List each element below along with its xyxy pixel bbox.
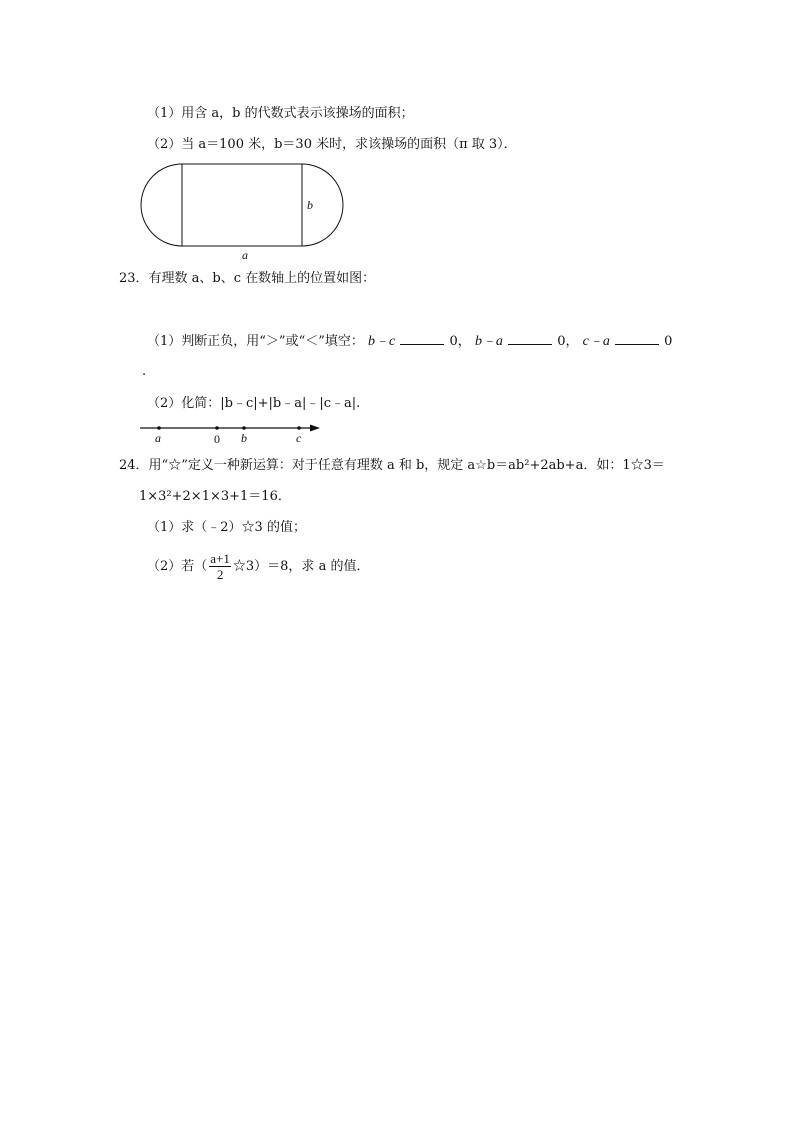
q24-part2-prefix: （2）若（ — [147, 559, 208, 574]
zero-1: 0 — [449, 334, 458, 349]
numberline-label-c: c — [296, 431, 302, 445]
point-b — [242, 426, 246, 430]
q23-stem: 23．有理数 a、b、c 在数轴上的位置如图： — [119, 271, 376, 286]
q23-period: . — [142, 364, 147, 379]
q24-line1: 24．用“☆”定义一种新运算：对于任意有理数 a 和 b，规定 a☆b＝ab²+2ab+a．如：1☆3＝ — [119, 458, 665, 473]
label-a: a — [242, 248, 248, 262]
point-a — [157, 426, 161, 430]
q24-part1: （1）求（﹣2）☆3 的值； — [147, 520, 306, 535]
answer-blank-2[interactable] — [508, 332, 552, 345]
label-b: b — [307, 198, 313, 212]
sep-2: ， — [565, 334, 579, 349]
q22-part1: （1）用含 a，b 的代数式表示该操场的面积； — [147, 106, 414, 121]
numberline-label-a: a — [155, 431, 161, 445]
q24-part2 — [147, 551, 369, 582]
stadium-figure — [136, 160, 351, 262]
expr-b-minus-a: b﹣a — [474, 334, 503, 349]
zero-2: 0 — [557, 334, 566, 349]
axis-arrow — [310, 425, 320, 432]
answer-blank-3[interactable] — [615, 332, 659, 345]
numberline-label-zero: 0 — [214, 432, 220, 446]
expr-b-minus-c: b﹣c — [368, 334, 396, 349]
fraction-numerator: a+1 — [210, 551, 230, 566]
zero-3: 0 — [664, 334, 673, 349]
answer-blank-1[interactable] — [400, 332, 444, 345]
numberline-label-b: b — [241, 431, 247, 445]
fraction-denominator: 2 — [216, 567, 224, 582]
number-line — [138, 420, 324, 446]
point-c — [297, 426, 301, 430]
q22-part2: （2）当 a＝100 米，b＝30 米时，求该操场的面积（π 取 3）． — [147, 137, 517, 152]
expr-c-minus-a: c﹣a — [582, 334, 610, 349]
q23-part1-prefix: （1）判断正负，用“＞”或“＜”填空： — [147, 334, 364, 349]
point-zero — [215, 426, 219, 430]
q24-line2: 1×3²+2×1×3+1＝16． — [139, 489, 291, 504]
q23-part2: （2）化简：|b﹣c|+|b﹣a|﹣|c﹣a|. — [147, 396, 361, 411]
q24-part2-mid: ☆3）＝8，求 a 的值． — [232, 559, 370, 574]
q23-part1 — [147, 332, 672, 351]
fraction — [209, 551, 231, 582]
sep-1: ， — [457, 334, 471, 349]
